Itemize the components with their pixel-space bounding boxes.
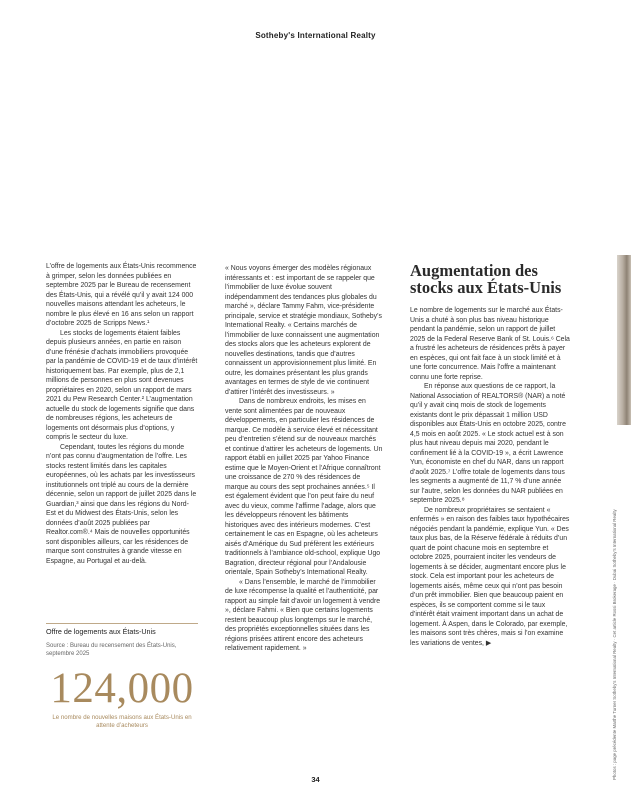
page-number: 34 bbox=[311, 775, 320, 784]
section-heading: Augmentation des stocks aux États-Unis bbox=[410, 261, 562, 297]
paragraph: De nombreux propriétaires se sentaient « enfermés » en raison des faibles taux hypothécaires négociés pendant la pandémie, explique Yun. « Des taux plus bas, de la Réserve fédérale à réduits d’un quart de point chacune mois en septembre et octobre 2025, pourraient inciter les vendeurs de logements à se décider, augmentant encore plus le stock. Cela est important pour les acheteurs de logements aisés, même ceux qui n’ont pas besoin d’un prêt immobilier. Bien que beaucoup paient en espèces, ils se comportent comme si le taux d’intérêt était vraiment important dans un achat de logement. À Aspen, dans le Colorado, par exemple, les maisons sont très chères, mais si l’on examine les variations de ventes, ▶ bbox=[410, 506, 570, 647]
article-column-2 bbox=[225, 264, 383, 654]
stat-caption: Le nombre de nouvelles maisons aux États-Unis en attente d’acheteurs bbox=[52, 714, 192, 729]
article-column-3 bbox=[410, 262, 570, 648]
paragraph: Cependant, toutes les régions du monde n’ont pas connu d’augmentation de l’offre. Les stocks restent limités dans les capitales européennes, où les achats par les investisseurs institutionnels ont triplé au cours de la dernière décennie, selon un rapport de juillet 2025 dans le Guardian,³ ainsi que dans les régions du Nord-Est et du Midwest des États-Unis, selon les données d’août 2025 publiées par Realtor.com®.⁴ Mais de nouvelles opportunités sont disponibles ailleurs, car les résidences de marque sont construites à grande vitesse en Espagne, au Portugal et au-delà. bbox=[46, 443, 197, 565]
article-column-1 bbox=[46, 262, 198, 566]
stat-number: 124,000 bbox=[50, 665, 194, 712]
paragraph: Dans de nombreux endroits, les mises en vente sont alimentées par de nouveaux développements, en particulier les résidences de marque. Ce modèle à service élevé et nécessitant peu d’entretien s’étend sur de nouveaux marchés et continue d’attirer les acheteurs de logements. Un rapport établi en juillet 2025 par Yahoo Finance estime que le Moyen-Orient et l’Afrique connaîtront une croissance de 270 % des résidences de marque au cours des sept prochaines années.⁵ Il est également évident que l’on peut faire du neuf avec du vieux, comme l’affirme l’adage, alors que les développeurs rénovent les bâtiments historiques avec des intérieurs modernes. C’est certainement le cas en Espagne, où les acheteurs aisés d’Amérique du Sud préfèrent les extérieurs traditionnels à l’ambiance old-school, explique Ugo Bagration, directeur régional pour l’Andalousie orientale, Spain Sotheby’s International Realty. bbox=[225, 398, 383, 576]
stat-title: Offre de logements aux États-Unis bbox=[46, 627, 156, 636]
paragraph: Le nombre de logements sur le marché aux États-Unis a chuté à son plus bas niveau historique pendant la pandémie, selon un rapport de juillet 2025 de la Federal Reserve Bank of St. Louis.⁶ Cela a frustré les acheteurs de résidences prêts à payer en espèces, qui ont fait face à un stock limité et à une forte concurrence. Mais l’offre a maintenant connu une forte reprise. bbox=[410, 307, 570, 381]
paragraph: Les stocks de logements étaient faibles depuis plusieurs années, en partie en raison d’une frénésie d’achats immobiliers provoquée par la pandémie de COVID-19 et de taux d’intérêt historiquement bas. Par exemple, plus de 2,1 millions de personnes en plus sont devenues propriétaires en 2020, selon un rapport de mars 2021 du Pew Research Center.² L’augmentation actuelle du stock de logements signifie que dans de nombreuses régions, les acheteurs de logements ont désormais plus d’options, y compris le secteur du luxe. bbox=[46, 329, 198, 441]
paragraph: En réponse aux questions de ce rapport, la National Association of REALTORS® (NAR) a noté qu’il y avait cinq mois de stock de logements existants dont le prix dépassait 1 million USD disponibles aux États-Unis en octobre 2025, contre 4,5 mois en août 2025. « Le stock actuel est à son plus haut niveau depuis mai 2020, pendant le confinement lié à la COVID-19 », a écrit Lawrence Yun, économiste en chef du NAR, dans un rapport d’août 2025.⁷ L’offre totale de logements dans tous les segments a augmenté de 11,7 % d’une année sur l’autre, selon les données du NAR publiées en septembre 2025.⁸ bbox=[410, 383, 566, 504]
paragraph: « Dans l’ensemble, le marché de l’immobilier de luxe récompense la qualité et l’authenticité, par rapport au simple fait d’avoir un logement à vendre », déclare Fahmi. « Bien que certains logements restent beaucoup plus longtemps sur le marché, des propriétés exceptionnelles situées dans les régions prisées attirent encore des acheteurs relativement rapidement. » bbox=[225, 578, 381, 652]
stat-callout bbox=[46, 623, 198, 730]
stat-source: Source : Bureau du recensement des États-Unis, septembre 2025 bbox=[46, 643, 177, 657]
publication-header: Sotheby's International Realty bbox=[255, 31, 376, 40]
paragraph: « Nous voyons émerger des modèles régionaux intéressants et : est important de se rappeler que l’immobilier de luxe évolue souvent indépendamment des tendances plus globales du marché », déclare Tammy Fahm, vice-présidente principale, service et stratégie mondiaux, Sotheby’s International Realty. « Certains marchés de l’immobilier de luxe connaissent une augmentation des stocks alors que les acheteurs explorent de nouvelles destinations, tandis que d’autres connaissent un approvisionnement plus limité. En outre, les domaines présentant les plus grands avantages en termes de style de vie continuent d’attirer l’intérêt des investisseurs. » bbox=[225, 265, 382, 396]
paragraph: L’offre de logements aux États-Unis recommence à grimper, selon les données publiées en septembre 2025 par le Bureau de recensement des États-Unis, qui a révélé qu’il y avait 124 000 nouvelles maisons attendant les acheteurs, le nombre le plus élevé en 16 ans selon un rapport d’octobre 2025 de Scripps News.¹ bbox=[46, 263, 197, 327]
photo-edge bbox=[617, 255, 631, 425]
photo-credit: Photos : page précédente Marthe Turner Sotheby’s International Realty · Cet article Rossi Brokerage · Dubai Sotheby’s International Realty bbox=[612, 509, 617, 780]
